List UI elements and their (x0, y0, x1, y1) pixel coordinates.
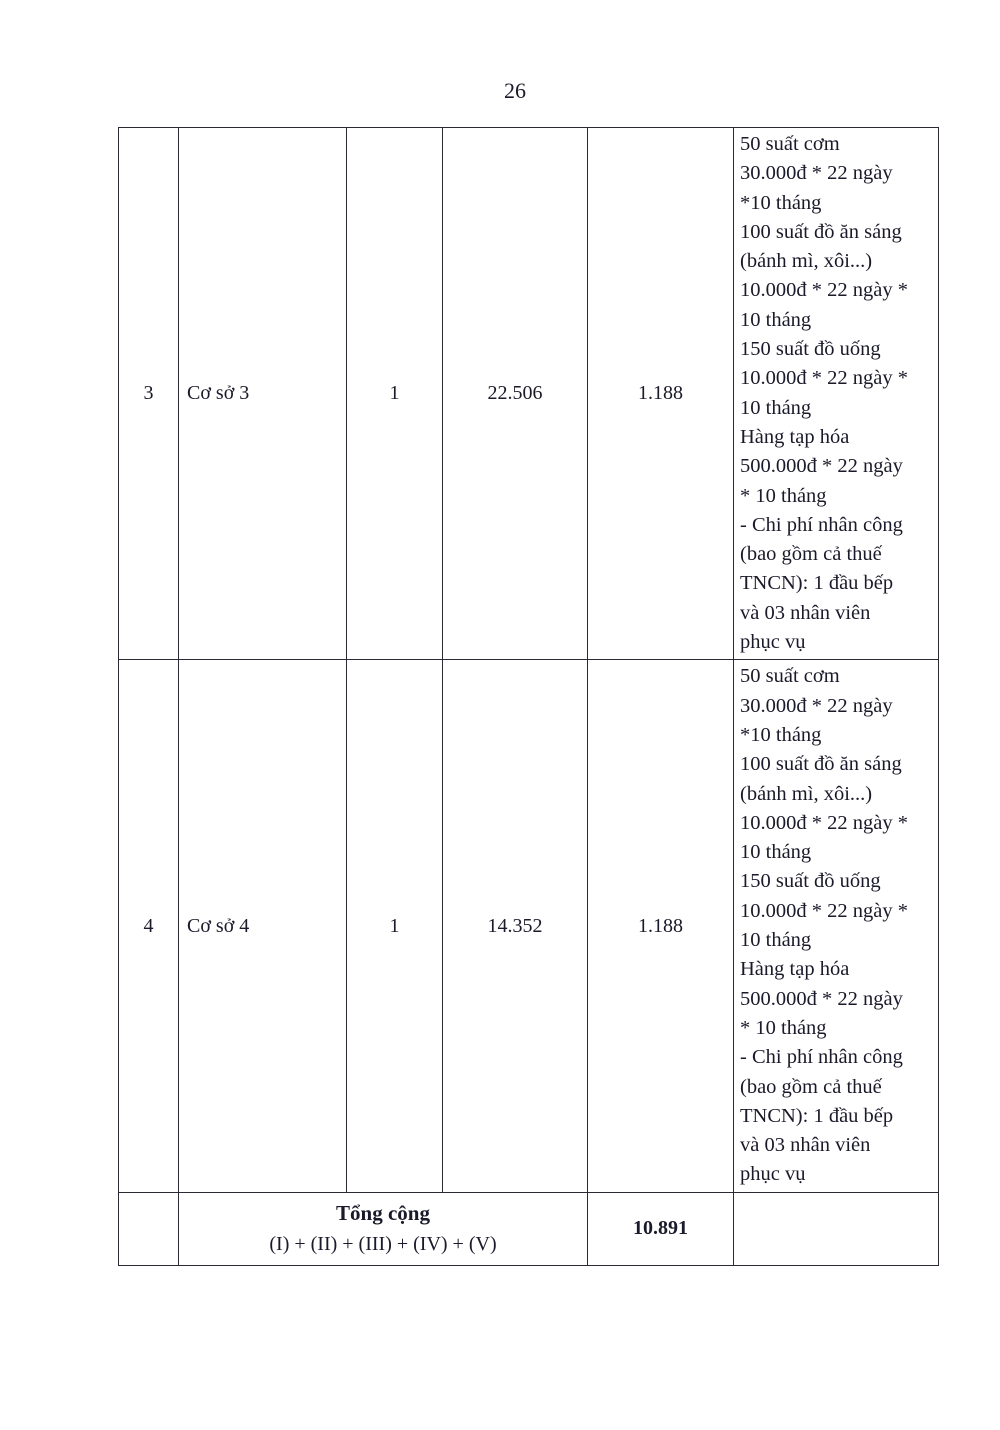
note-line: - Chi phí nhân công (740, 1046, 903, 1069)
note-line: 10 tháng (740, 929, 812, 952)
note-line: * 10 tháng (740, 484, 827, 507)
note-line: 30.000đ * 22 ngày (740, 694, 893, 717)
cost-table (118, 127, 939, 1266)
total-label: Tổng cộng (336, 1201, 430, 1226)
note-line: TNCN): 1 đầu bếp (740, 1104, 894, 1127)
total-formula: (I) + (II) + (III) + (IV) + (V) (269, 1233, 497, 1256)
note-line: - Chi phí nhân công (740, 513, 903, 536)
note-line: 10.000đ * 22 ngày * (740, 811, 908, 834)
note-line: 10.000đ * 22 ngày * (740, 367, 908, 390)
row-area: 14.352 (443, 660, 588, 1192)
total-stt-cell (119, 1192, 179, 1265)
note-line: 100 suất đồ ăn sáng (740, 220, 902, 243)
note-line: 10 tháng (740, 396, 812, 419)
note-line: 500.000đ * 22 ngày (740, 987, 903, 1010)
row-qty: 1 (347, 128, 443, 660)
note-line: phục vụ (740, 1163, 806, 1186)
note-line: và 03 nhân viên (740, 1134, 871, 1157)
row-cost: 1.188 (588, 660, 734, 1192)
note-line: 500.000đ * 22 ngày (740, 455, 903, 478)
note-line: (bao gồm cả thuế (740, 543, 882, 566)
table-row (119, 660, 939, 1192)
note-line: *10 tháng (740, 191, 822, 214)
total-label-cell (179, 1192, 588, 1265)
note-line: 150 suất đồ uống (740, 338, 881, 361)
note-line: 50 suất cơm (740, 665, 840, 688)
total-value: 10.891 (588, 1192, 734, 1265)
row-stt: 4 (119, 660, 179, 1192)
row-stt: 3 (119, 128, 179, 660)
total-note-cell (734, 1192, 939, 1265)
note-line: TNCN): 1 đầu bếp (740, 572, 894, 595)
note-line: 10 tháng (740, 308, 812, 331)
table-row (119, 128, 939, 660)
note-line: 30.000đ * 22 ngày (740, 162, 893, 185)
row-qty: 1 (347, 660, 443, 1192)
note-line: 150 suất đồ uống (740, 870, 881, 893)
note-line: *10 tháng (740, 723, 822, 746)
note-line: (bánh mì, xôi...) (740, 250, 873, 273)
note-line: * 10 tháng (740, 1016, 827, 1039)
row-area: 22.506 (443, 128, 588, 660)
note-line: 10 tháng (740, 841, 812, 864)
row-note (734, 128, 939, 660)
note-line: 100 suất đồ ăn sáng (740, 753, 902, 776)
note-line: và 03 nhân viên (740, 601, 871, 624)
note-line: (bánh mì, xôi...) (740, 782, 873, 805)
row-cost: 1.188 (588, 128, 734, 660)
row-name: Cơ sở 3 (179, 128, 347, 660)
note-line: 10.000đ * 22 ngày * (740, 899, 908, 922)
note-line: (bao gồm cả thuế (740, 1075, 882, 1098)
note-line: Hàng tạp hóa (740, 958, 850, 981)
note-line: phục vụ (740, 631, 806, 654)
total-row (119, 1192, 939, 1265)
note-line: 50 suất cơm (740, 133, 840, 155)
row-name: Cơ sở 4 (179, 660, 347, 1192)
note-line: Hàng tạp hóa (740, 425, 850, 448)
page-number: 26 (504, 78, 526, 103)
note-line: 10.000đ * 22 ngày * (740, 279, 908, 302)
row-note (734, 660, 939, 1192)
